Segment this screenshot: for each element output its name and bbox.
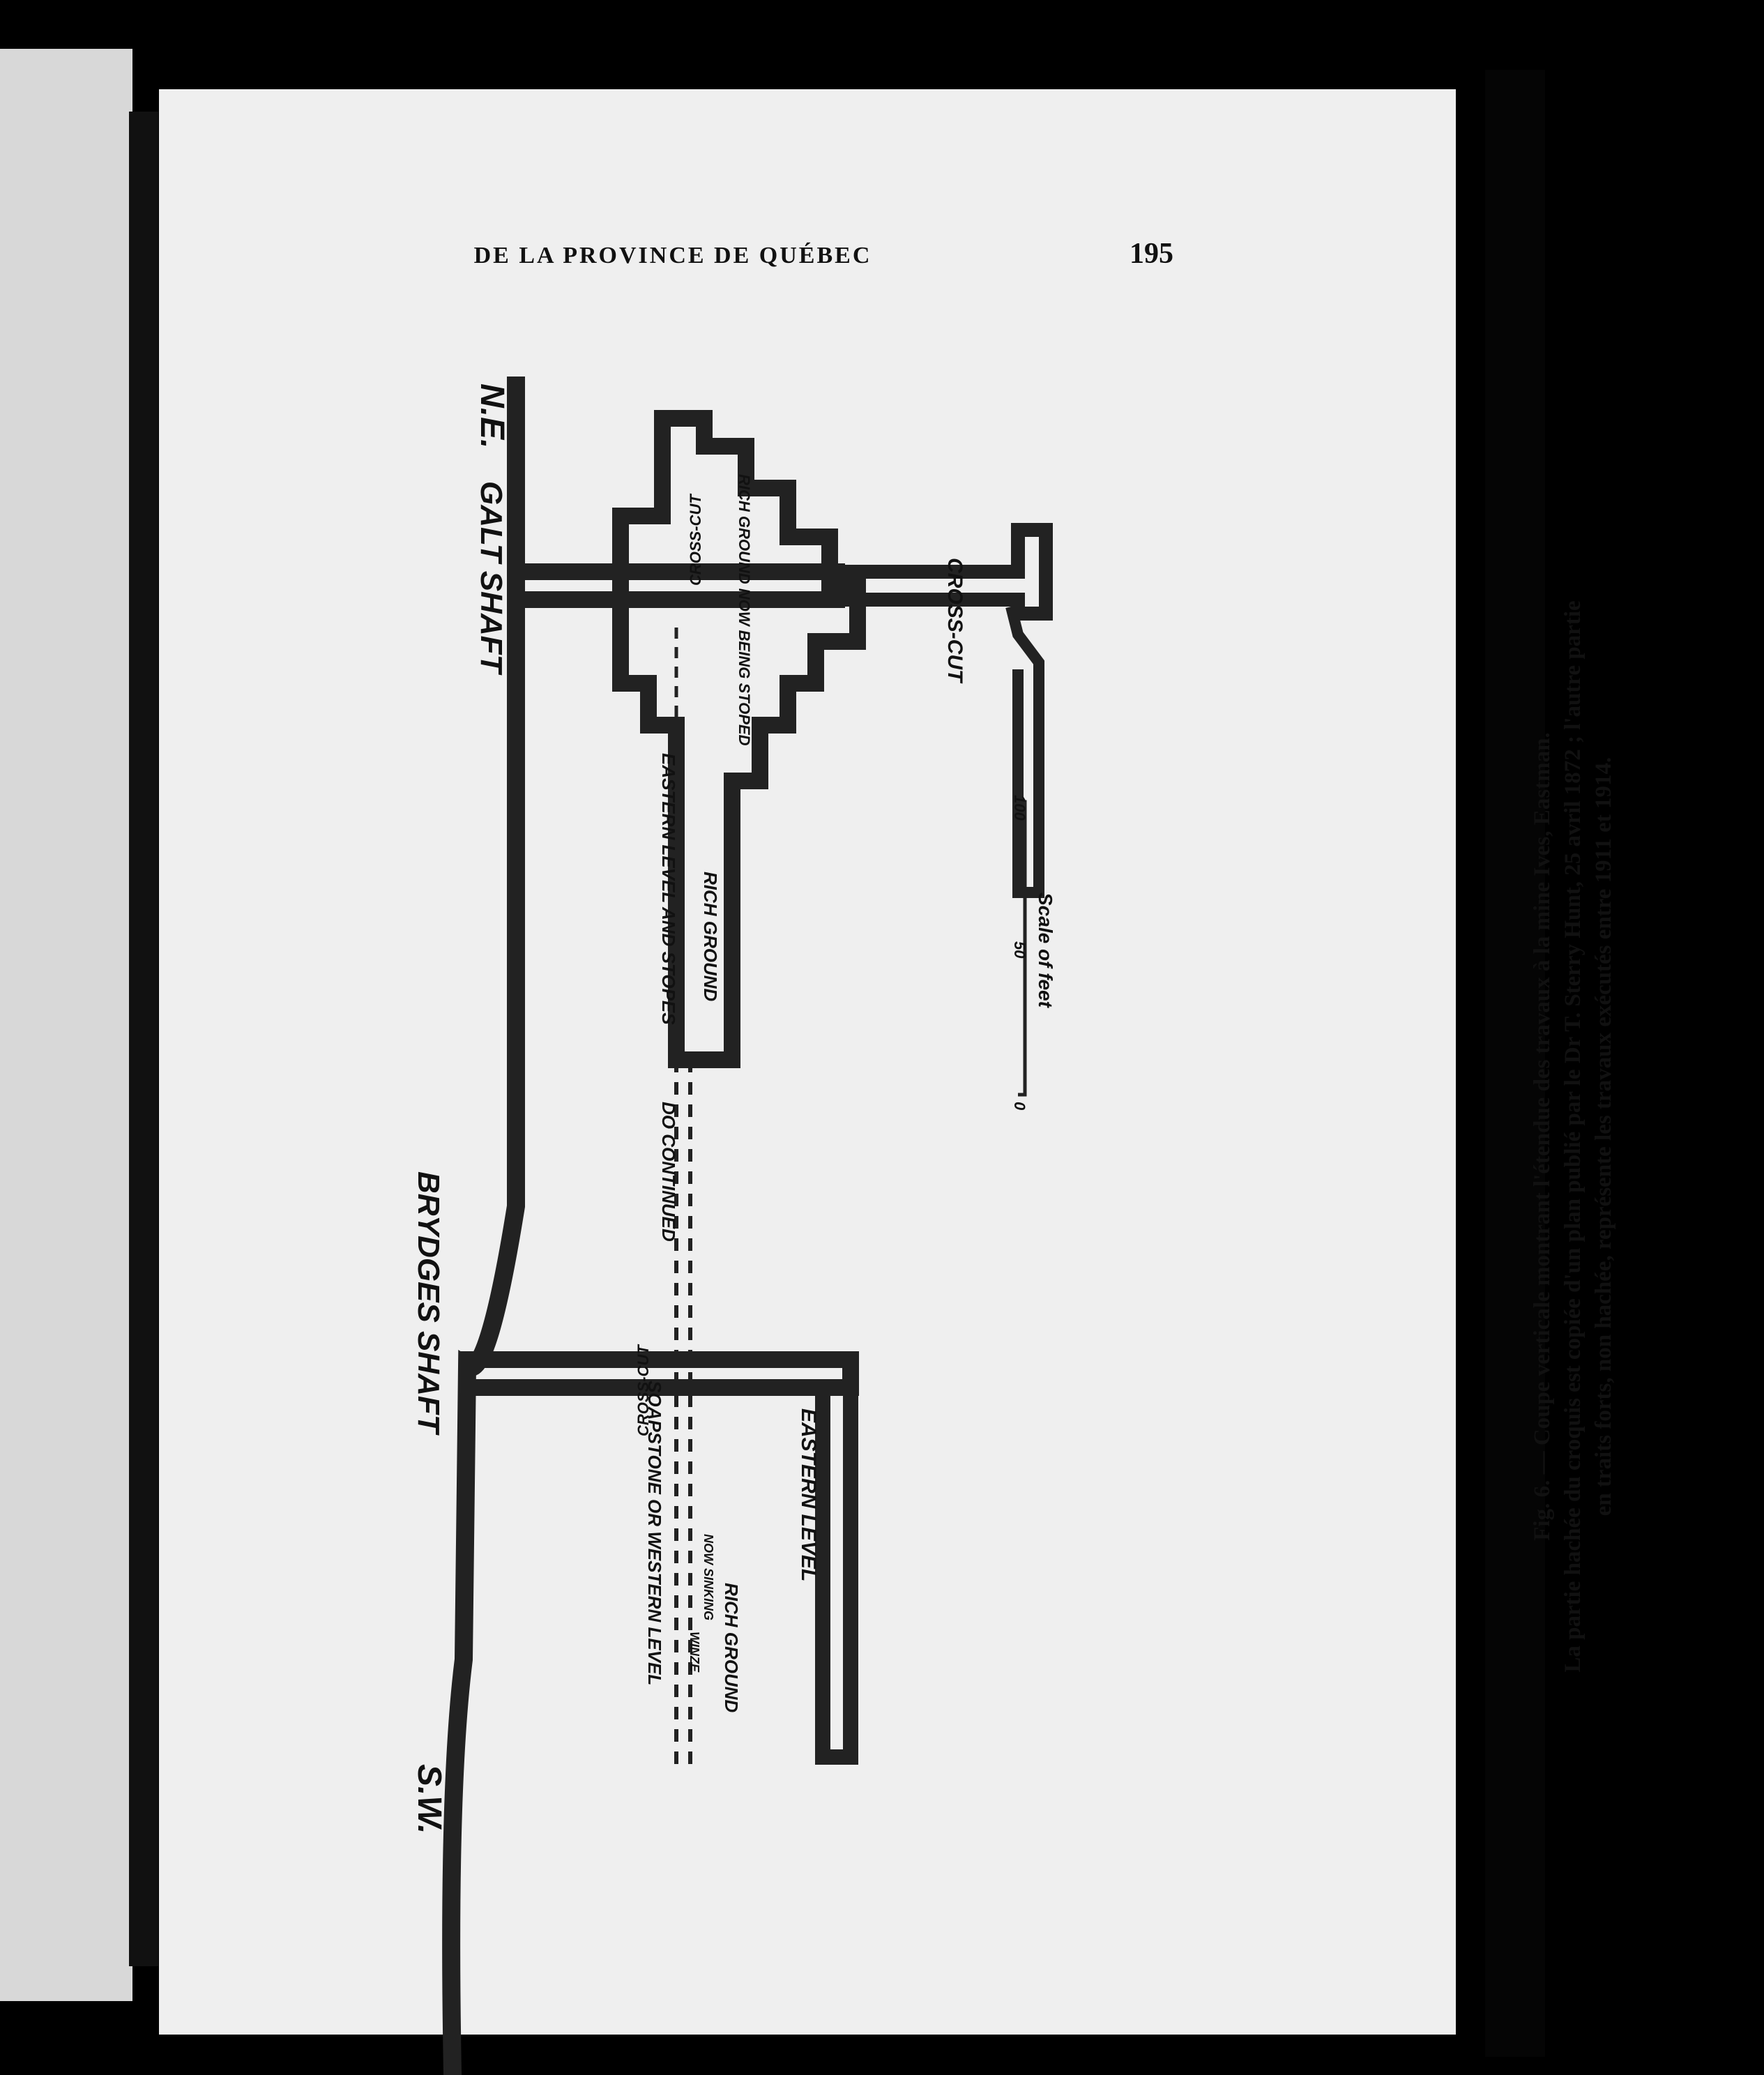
scale-100: 100 [1011,795,1028,821]
label-eastern-level: EASTERN LEVEL [797,1408,820,1582]
eastern-level-drift [823,1360,851,1757]
label-galt-shaft: GALT SHAFT [474,481,508,674]
scale-0: 0 [1011,1102,1028,1111]
mine-section-diagram [314,335,1220,1924]
galt-crosscut [816,530,1046,614]
figure-caption [1527,314,1764,1959]
label-winze: WINZE [687,1632,701,1672]
running-head: DE LA PROVINCE DE QUÉBEC [473,243,872,268]
label-rich-ground-2: RICH GROUND [721,1583,742,1713]
caption-line-3: en traits forts, non hachée, représente les travaux exécutés entre 1911 et 1914. [1591,757,1616,1517]
label-brydges-shaft: BRYDGES SHAFT [411,1171,446,1434]
galt-shaft [516,572,837,600]
scale-50: 50 [1011,941,1028,959]
label-do-continued: DO CONTINUED [658,1102,679,1242]
label-now-sinking: NOW SINKING [701,1534,715,1620]
left-page-edge [0,49,132,2001]
label-rich-ground-stoped: RICH GROUND NOW BEING STOPED [736,474,753,746]
label-soapstone: SOAPSTONE OR WESTERN LEVEL [644,1381,665,1686]
label-sw: S.W. [411,1764,448,1834]
label-cross-cut-2: CROSS-CUT [634,1345,652,1436]
page-number: 195 [1130,238,1173,270]
page-gutter-shadow [129,112,158,1966]
label-eastern-level-stopes: EASTERN LEVEL AND STOPES [658,753,679,1025]
caption-line-2: La partie hachée du croquis est copiée d'un plan publié par le Dr T. Sterry Hunt, 25 avril 1872 ; l'autre partie [1560,600,1586,1673]
caption-line-1: Fig. 6. — Coupe verticale montrant l'étendue des travaux à la mine Ives, Eastman. [1530,732,1555,1541]
label-cross-cut-1: CROSS-CUT [687,494,704,586]
label-cross-cut-3: CROSS-CUT [943,558,966,683]
label-rich-ground-1: RICH GROUND [700,872,721,1002]
scale-of-feet: Scale of feet [1035,892,1056,1008]
label-ne: N.E. [473,383,510,449]
